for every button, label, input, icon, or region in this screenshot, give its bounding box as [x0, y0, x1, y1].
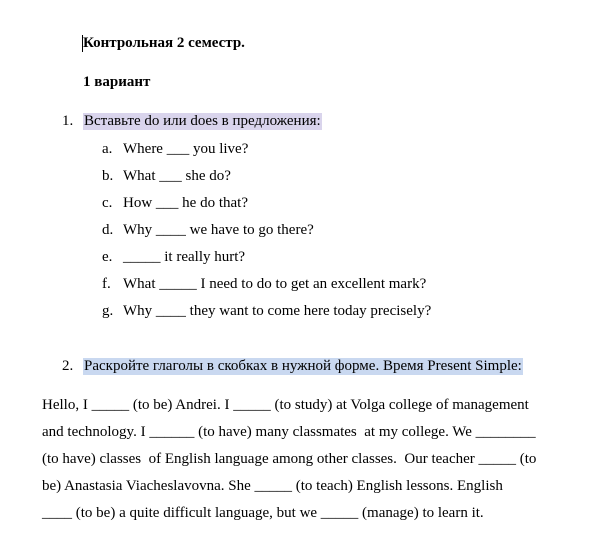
variant-heading: 1 вариант [83, 74, 151, 90]
list-item [0, 303, 592, 323]
list-item-letter: g. [102, 303, 114, 319]
list-item-text: Why ____ we have to go there? [123, 222, 314, 238]
task-2-number: 2. [62, 358, 74, 374]
list-item-letter: b. [102, 168, 114, 184]
list-item-text: Where ___ you live? [123, 141, 249, 157]
list-item-letter: c. [102, 195, 113, 211]
task-1-instruction: Вставьте do или does в предложения: [84, 113, 321, 129]
paragraph-line: and technology. I ______ (to have) many classmates at my college. We ________ [42, 424, 536, 440]
list-item-text: What _____ I need to do to get an excellent mark? [123, 276, 427, 292]
paragraph-line: Hello, I _____ (to be) Andrei. I _____ (to study) at Volga college of management [42, 397, 529, 413]
list-item [0, 195, 592, 215]
list-item [0, 249, 592, 269]
list-item-letter: d. [102, 222, 114, 238]
document-title: Контрольная 2 семестр. [83, 35, 245, 51]
list-item-letter: a. [102, 141, 113, 157]
list-item-letter: e. [102, 249, 113, 265]
list-item-letter: f. [102, 276, 111, 292]
task-2-instruction: Раскройте глаголы в скобках в нужной форме. Время Present Simple: [84, 358, 522, 374]
list-item-text: Why ____ they want to come here today precisely? [123, 303, 432, 319]
list-item [0, 222, 592, 242]
task-1-number: 1. [62, 113, 74, 129]
paragraph-line: (to have) classes of English language among other classes. Our teacher _____ (to [42, 451, 537, 467]
list-item-text: _____ it really hurt? [123, 249, 246, 265]
list-item [0, 276, 592, 296]
list-item [0, 141, 592, 161]
paragraph-line: be) Anastasia Viacheslavovna. She _____ (to teach) English lessons. English [42, 478, 503, 494]
list-item-text: What ___ she do? [123, 168, 231, 184]
list-item [0, 168, 592, 188]
paragraph-line: ____ (to be) a quite difficult language, but we _____ (manage) to learn it. [42, 505, 484, 521]
list-item-text: How ___ he do that? [123, 195, 248, 211]
